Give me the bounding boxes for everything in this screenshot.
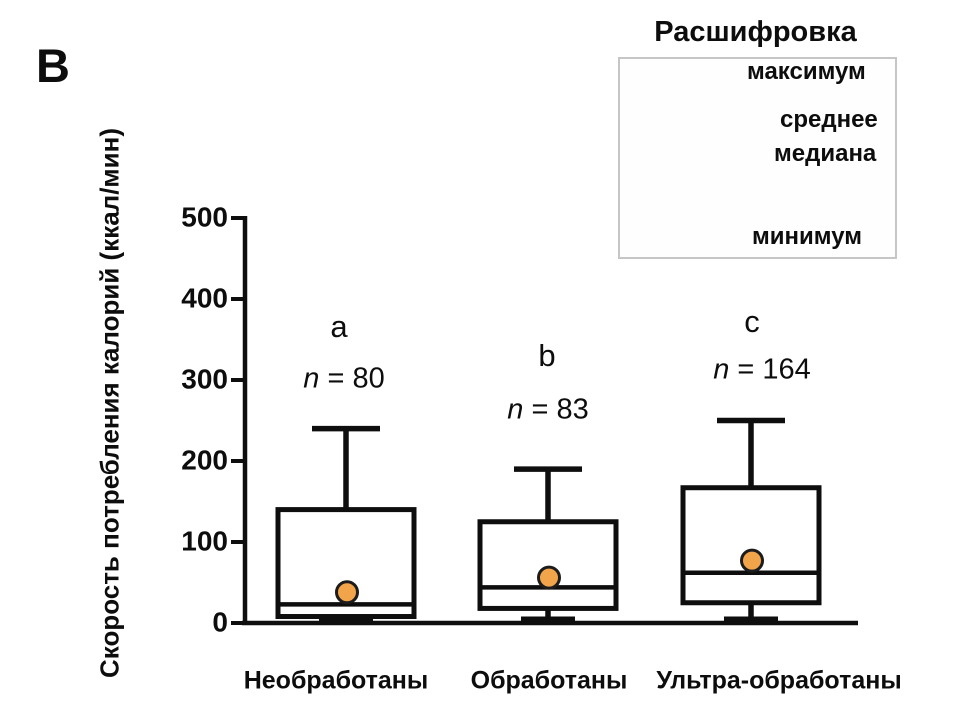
x-category-label: Необработаны	[243, 666, 429, 695]
significance-letter: b	[538, 338, 556, 373]
legend-label-maximum: максимум	[747, 58, 866, 85]
sample-size-label	[713, 354, 811, 387]
n-italic: n	[303, 362, 320, 395]
panel-letter: В	[36, 39, 70, 92]
mean-dot	[337, 582, 358, 603]
y-tick-label: 100	[181, 525, 228, 557]
y-tick-label: 500	[181, 201, 228, 233]
n-italic: n	[507, 393, 524, 426]
n-value: = 83	[523, 393, 589, 426]
n-value: = 164	[729, 353, 811, 386]
legend-label-minimum: минимум	[752, 223, 862, 250]
x-category-label: Обработаны	[470, 666, 628, 695]
significance-letter: a	[330, 309, 348, 344]
mean-dot	[539, 567, 560, 588]
x-category-label: Ультра-обработаны	[656, 666, 902, 695]
n-value: = 80	[319, 362, 385, 395]
legend-label-median: медиана	[774, 140, 877, 167]
legend-label-mean: среднее	[780, 106, 878, 133]
y-tick-label: 200	[181, 444, 228, 476]
y-axis-label: Скорость потребления калорий (ккал/мин)	[94, 127, 125, 679]
n-italic: n	[713, 353, 730, 386]
box-plots	[278, 421, 819, 622]
y-tick-label: 0	[212, 606, 228, 638]
y-tick-label: 400	[181, 282, 228, 314]
y-tick-label: 300	[181, 363, 228, 395]
iqr-box	[683, 488, 819, 603]
iqr-box	[480, 522, 616, 609]
mean-dot	[742, 550, 763, 571]
sample-size-label	[507, 394, 588, 427]
sample-size-label	[303, 363, 384, 396]
significance-letter: c	[744, 304, 760, 339]
legend-title: Расшифровка	[654, 16, 857, 48]
